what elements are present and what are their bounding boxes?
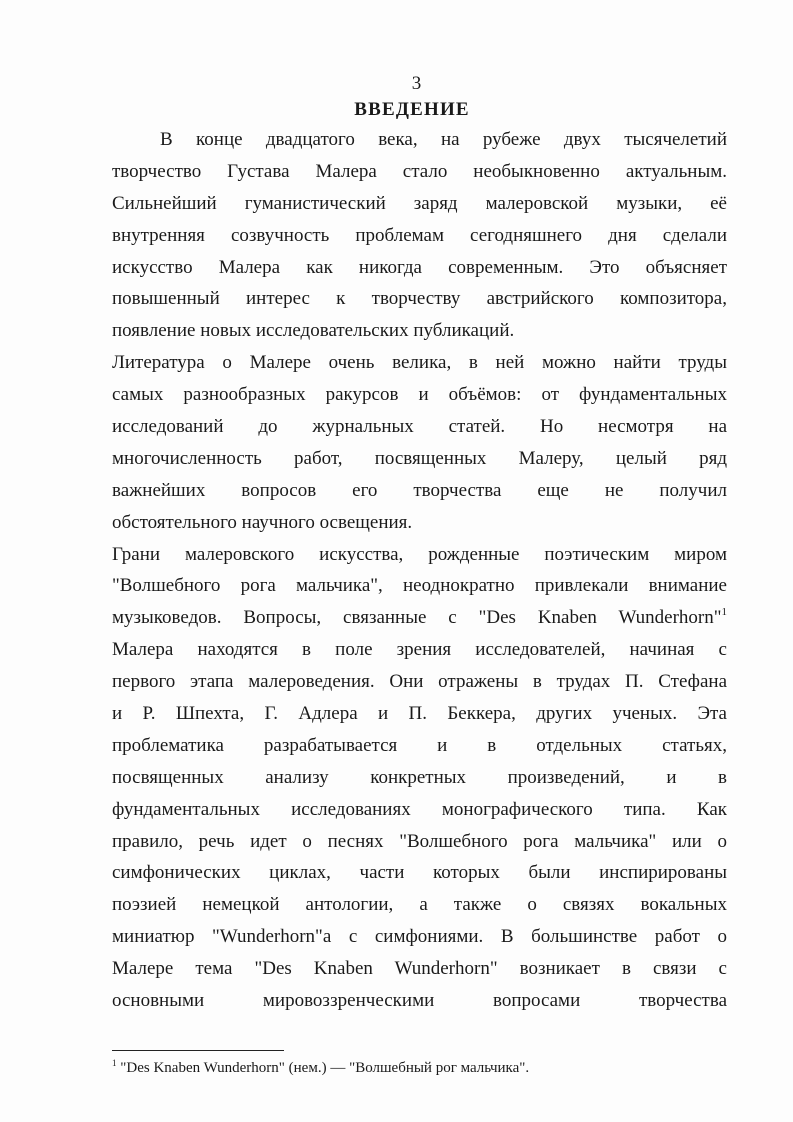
text-line: внутренняя созвучность проблемам сегодняшнего дня сделали <box>112 224 727 246</box>
text-line: искусство Малера как никогда современным. Это объясняет <box>112 256 727 278</box>
text-line: посвященных анализу конкретных произведений, и в <box>112 766 727 788</box>
text-line: исследований до журнальных статей. Но несмотря на <box>112 416 727 438</box>
footnote-reference: 1 <box>721 606 727 619</box>
text-line: В конце двадцатого века, на рубеже двух тысячелетий <box>160 129 727 150</box>
text-line: первого этапа малероведения. Они отражены в трудах П. Стефана <box>112 671 727 693</box>
section-heading: ВВЕДЕНИЕ <box>354 99 470 120</box>
text-line: поэзией немецкой антологии, а также о связях вокальных <box>112 894 727 916</box>
text-line-content: музыковедов. Вопросы, связанные с "Des Knaben Wunderhorn" <box>112 607 722 629</box>
text-line: обстоятельного научного освещения. <box>112 511 413 533</box>
text-line: и Р. Шпехта, Г. Адлера и П. Беккера, других ученых. Эта <box>112 703 727 725</box>
text-line: "Волшебного рога мальчика", неоднократно привлекали внимание <box>112 575 727 597</box>
text-line: творчество Густава Малера стало необыкновенно актуальным. <box>112 160 727 182</box>
text-line: Малера находятся в поле зрения исследователей, начиная с <box>112 639 727 661</box>
text-line: Грани малеровского искусства, рожденные поэтическим миром <box>112 543 727 565</box>
footnote-text: "Des Knaben Wunderhorn" (нем.) — "Волшебный рог мальчика". <box>120 1060 530 1076</box>
text-line: важнейших вопросов его творчества еще не получил <box>112 479 727 501</box>
text-line: проблематика разрабатывается и в отдельных статьях, <box>112 734 727 756</box>
text-line: Малере тема "Des Knaben Wunderhorn" возникает в связи с <box>112 958 727 980</box>
text-line-with-footnote <box>112 602 727 634</box>
text-line: правило, речь идет о песнях "Волшебного рога мальчика" или о <box>112 830 727 852</box>
text-line: симфонических циклах, части которых были инспирированы <box>112 862 727 884</box>
text-line: многочисленность работ, посвященных Малеру, целый ряд <box>112 447 727 469</box>
text-line: Литература о Малере очень велика, в ней можно найти труды <box>112 352 727 374</box>
footnote <box>112 1058 727 1078</box>
text-line: повышенный интерес к творчеству австрийского композитора, <box>112 288 727 310</box>
footnote-mark: 1 <box>112 1058 117 1068</box>
text-line: миниатюр "Wunderhorn"а с симфониями. В большинстве работ о <box>112 926 727 948</box>
text-line: появление новых исследовательских публикаций. <box>112 320 515 342</box>
text-line: основными мировоззренческими вопросами творчества <box>112 990 727 1012</box>
text-line: фундаментальных исследованиях монографического типа. Как <box>112 798 727 820</box>
body-text <box>112 124 727 1017</box>
footnote-separator <box>112 1050 284 1051</box>
text-line: Сильнейший гуманистический заряд малеровской музыки, её <box>112 192 727 214</box>
text-line: самых разнообразных ракурсов и объёмов: от фундаментальных <box>112 384 727 406</box>
page-number: 3 <box>411 73 422 94</box>
